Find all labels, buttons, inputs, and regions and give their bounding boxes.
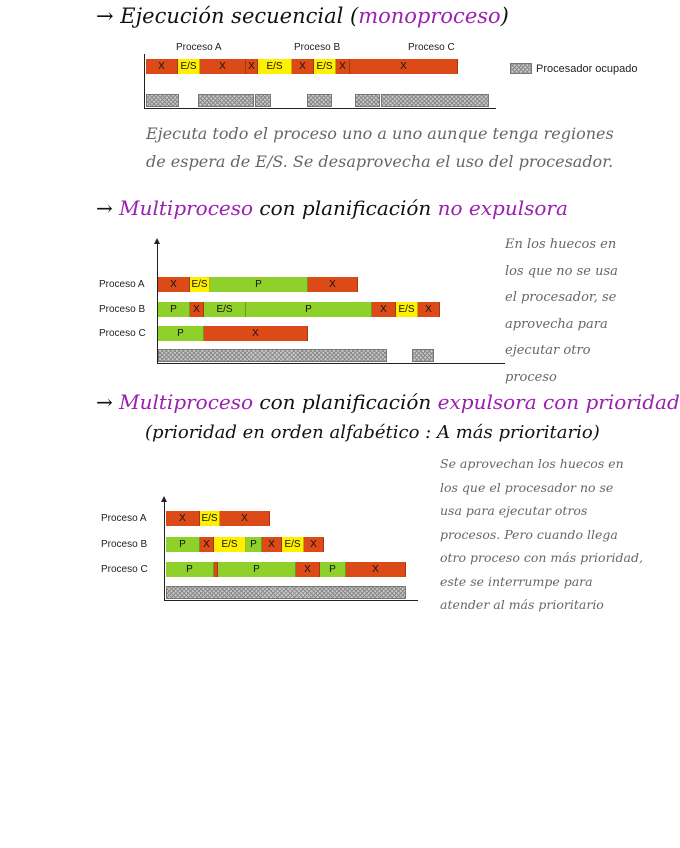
gantt-segment: P [158,302,190,317]
exp-axis-y [164,500,165,601]
mono-label-c: Proceso C [408,42,455,53]
gantt-segment: X [346,562,406,577]
gantt-segment: X [336,59,350,74]
gantt-segment: X [372,302,396,317]
gantt-segment: X [200,537,214,552]
gantt-segment: E/S [204,302,246,317]
mono-busy-bar-4 [307,94,332,107]
gantt-segment: X [158,277,190,292]
gantt-segment: P [246,537,262,552]
gantt-segment: X [220,511,270,526]
mono-axis-y [144,54,145,108]
gantt-segment: X [204,326,308,341]
gantt-segment: X [146,59,178,74]
gantt-segment: E/S [258,59,292,74]
section2-title: → Multiproceso con planificación no expulsora [96,196,568,220]
gantt-segment: E/S [282,537,304,552]
arrow-icon: → [96,4,114,28]
mono-axis-x [144,108,496,109]
gantt-segment: E/S [200,511,220,526]
noexp-row-label-c: Proceso C [99,328,146,339]
noexp-row-label-a: Proceso A [99,279,145,290]
exp-axis-x [164,600,418,601]
mono-busy-bar-2 [198,94,254,107]
gantt-segment: X [350,59,458,74]
gantt-segment: X [190,302,204,317]
gantt-segment: P [246,302,372,317]
mono-label-a: Proceso A [176,42,222,53]
gantt-segment: P [166,562,214,577]
section3-note: Se aprovechan los huecos en los que el procesador no se usa para ejecutar otros procesos. Pero cuando llega otro proceso con más prioridad, este se interrumpe para atender al más prioritario [440,456,643,612]
gantt-segment: X [262,537,282,552]
exp-busy-bar [166,586,406,599]
gantt-segment: P [166,537,200,552]
gantt-segment: X [200,59,246,74]
section1-note-line1: Ejecuta todo el proceso uno a uno aunque tenga regiones [146,124,614,143]
section3-subtitle: (prioridad en orden alfabético : A más prioritario) [145,422,600,443]
gantt-segment: X [308,277,358,292]
legend-swatch [510,63,532,74]
gantt-segment: E/S [214,537,246,552]
noexp-row-label-b: Proceso B [99,304,146,315]
gantt-segment: E/S [314,59,336,74]
section2-note: En los huecos en los que no se usa el procesador, se aprovecha para ejecutar otro proceso [505,237,618,385]
exp-row-label-a: Proceso A [101,513,147,524]
gantt-segment: X [246,59,258,74]
arrow-icon: → [96,196,113,220]
noexp-axis-x [157,363,505,364]
gantt-segment: X [292,59,314,74]
gantt-segment: P [320,562,346,577]
exp-row-label-c: Proceso C [101,564,148,575]
noexp-busy-bar-1 [158,349,387,362]
gantt-segment: P [158,326,204,341]
gantt-segment: X [166,511,200,526]
gantt-segment: E/S [396,302,418,317]
mono-busy-bar-6 [381,94,489,107]
mono-busy-bar-1 [146,94,179,107]
gantt-segment: P [218,562,296,577]
gantt-segment: E/S [178,59,200,74]
gantt-segment: X [304,537,324,552]
gantt-segment: P [210,277,308,292]
noexp-busy-bar-2 [412,349,434,362]
section1-title: → Ejecución secuencial (monoproceso) [96,4,509,28]
gantt-segment: X [418,302,440,317]
section1-note-line2: de espera de E/S. Se desaprovecha el uso del procesador. [146,152,614,171]
section3-title: → Multiproceso con planificación expulsora con prioridad [96,390,680,414]
exp-row-label-b: Proceso B [101,539,148,550]
mono-label-b: Proceso B [294,42,341,53]
arrow-icon: → [96,390,113,414]
mono-busy-bar-3 [255,94,271,107]
legend-label: Procesador ocupado [536,63,638,75]
gantt-segment: X [296,562,320,577]
gantt-segment: E/S [190,277,210,292]
mono-busy-bar-5 [355,94,380,107]
